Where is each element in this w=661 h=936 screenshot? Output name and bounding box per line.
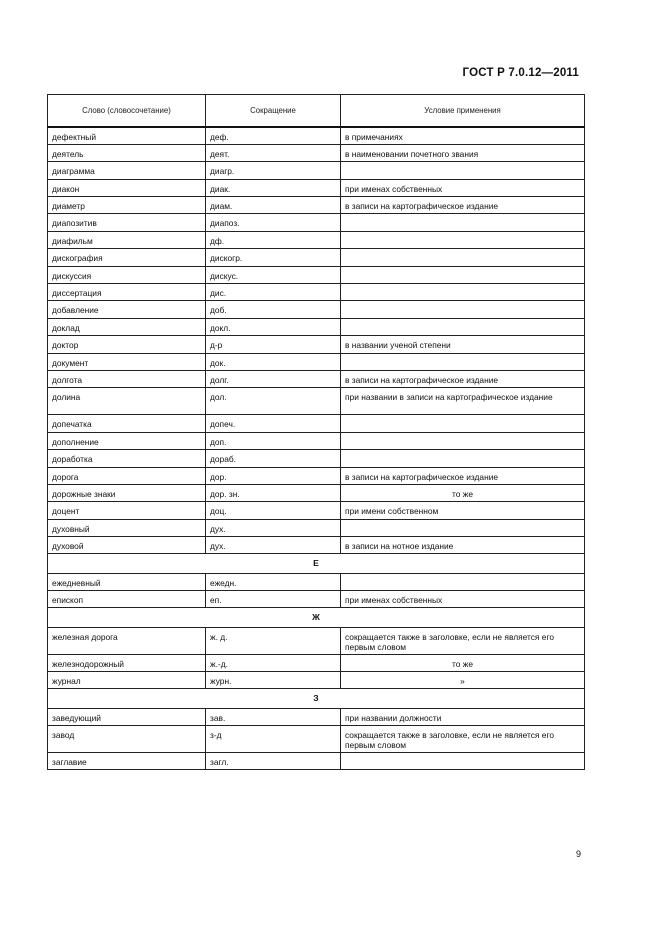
word-cell: диапозитив (48, 214, 206, 231)
word-cell: диссертация (48, 284, 206, 301)
condition-cell: при названии должности (341, 708, 585, 725)
table-row (48, 726, 585, 753)
word-cell: долина (48, 388, 206, 415)
word-cell: доклад (48, 318, 206, 335)
word-cell: духовный (48, 519, 206, 536)
condition-cell: в записи на картографическое издание (341, 197, 585, 214)
document-standard-header: ГОСТ Р 7.0.12—2011 (462, 67, 579, 79)
condition-cell (341, 432, 585, 449)
word-cell: долгота (48, 370, 206, 387)
abbreviation-cell: допеч. (206, 415, 341, 432)
word-cell: дискография (48, 249, 206, 266)
abbreviation-cell: дол. (206, 388, 341, 415)
abbreviation-cell: дискогр. (206, 249, 341, 266)
abbreviation-cell: дух. (206, 537, 341, 554)
condition-cell: при имени собственном (341, 502, 585, 519)
condition-cell: » (341, 672, 585, 689)
word-cell: документ (48, 353, 206, 370)
word-cell: дорожные знаки (48, 484, 206, 501)
abbreviation-cell: дух. (206, 519, 341, 536)
condition-cell: в записи на картографическое издание (341, 370, 585, 387)
table-header-row (48, 95, 585, 128)
abbreviation-cell: д-р (206, 336, 341, 353)
table-row (48, 162, 585, 179)
abbreviation-cell: доц. (206, 502, 341, 519)
condition-cell (341, 266, 585, 283)
condition-cell (341, 249, 585, 266)
table-row (48, 432, 585, 449)
abbreviation-cell: док. (206, 353, 341, 370)
abbreviation-cell: дор. (206, 467, 341, 484)
condition-cell: в наименовании почетного звания (341, 144, 585, 161)
condition-cell: при именах собственных (341, 179, 585, 196)
table-row (48, 484, 585, 501)
word-cell: допечатка (48, 415, 206, 432)
abbreviation-cell: диагр. (206, 162, 341, 179)
abbreviation-cell: дис. (206, 284, 341, 301)
letter-section-row (48, 608, 585, 627)
abbreviation-cell: деф. (206, 127, 341, 144)
table-row (48, 467, 585, 484)
table-row (48, 214, 585, 231)
abbreviation-cell: долг. (206, 370, 341, 387)
section-letter: Е (48, 554, 585, 573)
abbreviation-cell: диапоз. (206, 214, 341, 231)
word-cell: диафильм (48, 231, 206, 248)
word-cell: журнал (48, 672, 206, 689)
word-cell: дискуссия (48, 266, 206, 283)
table-row (48, 415, 585, 432)
condition-cell (341, 415, 585, 432)
word-cell: добавление (48, 301, 206, 318)
abbreviation-cell: ж.-д. (206, 654, 341, 671)
table-row (48, 266, 585, 283)
table-row (48, 654, 585, 671)
table-row (48, 753, 585, 770)
table-row (48, 388, 585, 415)
abbreviation-cell: дф. (206, 231, 341, 248)
table-row (48, 197, 585, 214)
word-cell: ежедневный (48, 573, 206, 590)
table-row (48, 127, 585, 144)
word-cell: дефектный (48, 127, 206, 144)
condition-cell (341, 231, 585, 248)
abbreviation-cell: дораб. (206, 450, 341, 467)
abbreviation-cell: з-д (206, 726, 341, 753)
condition-cell (341, 214, 585, 231)
condition-cell (341, 573, 585, 590)
word-cell: доцент (48, 502, 206, 519)
table-row (48, 537, 585, 554)
word-cell: диакон (48, 179, 206, 196)
table-row (48, 591, 585, 608)
abbreviation-cell: диак. (206, 179, 341, 196)
abbreviation-cell: журн. (206, 672, 341, 689)
word-cell: заведующий (48, 708, 206, 725)
condition-cell (341, 753, 585, 770)
table-row (48, 301, 585, 318)
table-row (48, 370, 585, 387)
table-row (48, 249, 585, 266)
abbreviation-cell: доб. (206, 301, 341, 318)
word-cell: дорога (48, 467, 206, 484)
section-letter: Ж (48, 608, 585, 627)
abbreviation-cell: загл. (206, 753, 341, 770)
column-header-abbreviation: Сокращение (206, 95, 341, 128)
condition-cell: в записи на картографическое издание (341, 467, 585, 484)
table-row (48, 573, 585, 590)
table-row (48, 627, 585, 654)
table-row (48, 144, 585, 161)
word-cell: доктор (48, 336, 206, 353)
table-row (48, 353, 585, 370)
table-row (48, 336, 585, 353)
table-row (48, 450, 585, 467)
table-row (48, 708, 585, 725)
condition-cell (341, 450, 585, 467)
abbreviation-cell: деят. (206, 144, 341, 161)
page-number: 9 (575, 849, 581, 859)
table-row (48, 179, 585, 196)
table-row (48, 519, 585, 536)
abbreviation-cell: докл. (206, 318, 341, 335)
table-row (48, 284, 585, 301)
letter-section-row (48, 689, 585, 708)
condition-cell: при названии в записи на картографическое издание (341, 388, 585, 415)
condition-cell: в примечаниях (341, 127, 585, 144)
condition-cell: в названии ученой степени (341, 336, 585, 353)
word-cell: диаметр (48, 197, 206, 214)
condition-cell: сокращается также в заголовке, если не является его первым словом (341, 627, 585, 654)
letter-section-row (48, 554, 585, 573)
condition-cell: в записи на нотное издание (341, 537, 585, 554)
abbreviation-cell: дискус. (206, 266, 341, 283)
condition-cell: сокращается также в заголовке, если не является его первым словом (341, 726, 585, 753)
condition-cell (341, 353, 585, 370)
abbreviation-cell: дор. зн. (206, 484, 341, 501)
word-cell: железная дорога (48, 627, 206, 654)
table-row (48, 231, 585, 248)
word-cell: дополнение (48, 432, 206, 449)
table-row (48, 672, 585, 689)
condition-cell: при именах собственных (341, 591, 585, 608)
condition-cell (341, 318, 585, 335)
abbreviation-cell: еп. (206, 591, 341, 608)
table-row (48, 318, 585, 335)
column-header-word: Слово (словосочетание) (48, 95, 206, 128)
condition-cell: то же (341, 484, 585, 501)
condition-cell (341, 519, 585, 536)
word-cell: духовой (48, 537, 206, 554)
column-header-condition: Условие применения (341, 95, 585, 128)
word-cell: диаграмма (48, 162, 206, 179)
abbreviation-cell: доп. (206, 432, 341, 449)
word-cell: завод (48, 726, 206, 753)
abbreviation-cell: ежедн. (206, 573, 341, 590)
abbreviation-cell: диам. (206, 197, 341, 214)
abbreviations-table (47, 94, 585, 770)
abbreviation-cell: ж. д. (206, 627, 341, 654)
condition-cell (341, 162, 585, 179)
word-cell: заглавие (48, 753, 206, 770)
condition-cell (341, 284, 585, 301)
abbreviation-cell: зав. (206, 708, 341, 725)
condition-cell: то же (341, 654, 585, 671)
condition-cell (341, 301, 585, 318)
word-cell: епископ (48, 591, 206, 608)
word-cell: деятель (48, 144, 206, 161)
word-cell: доработка (48, 450, 206, 467)
section-letter: З (48, 689, 585, 708)
word-cell: железнодорожный (48, 654, 206, 671)
table-row (48, 502, 585, 519)
